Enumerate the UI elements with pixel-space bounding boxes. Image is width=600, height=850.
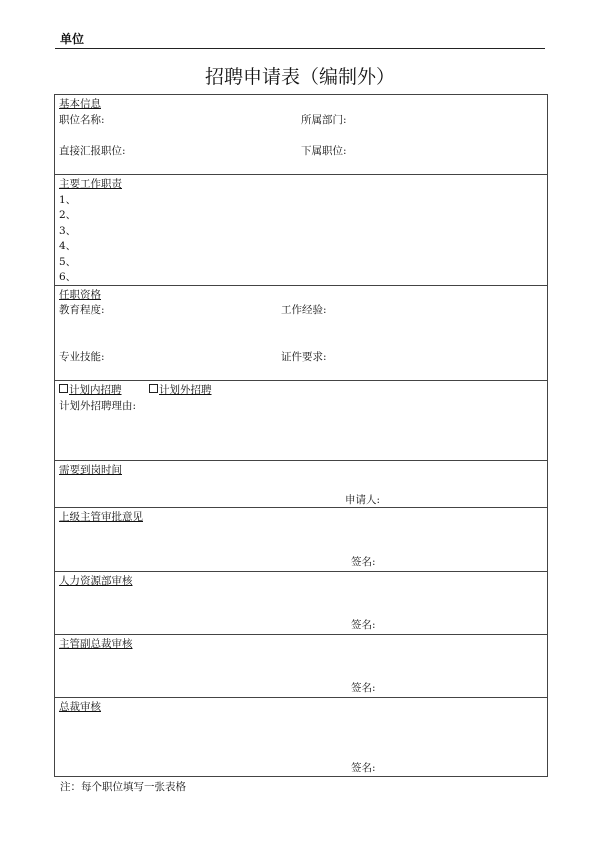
signature-field[interactable]: 签名: [351, 556, 376, 568]
duties-heading: 主要工作职责 [59, 178, 122, 190]
duty-item[interactable]: 1、 [59, 194, 77, 206]
department-field[interactable]: 所属部门: [301, 114, 347, 126]
position-name-field[interactable]: 职位名称: [59, 114, 105, 126]
section-plan [55, 380, 547, 460]
supervisor-approval-heading: 上级主管审批意见 [59, 511, 143, 523]
section-vp-review [55, 634, 547, 697]
vp-review-heading: 主管副总裁审核 [59, 638, 133, 650]
section-president-review [55, 697, 547, 776]
duty-item[interactable]: 3、 [59, 225, 77, 237]
page-title: 招聘申请表（编制外） [204, 66, 395, 88]
outside-plan-reason-field[interactable]: 计划外招聘理由: [59, 400, 137, 412]
experience-field[interactable]: 工作经验: [281, 304, 327, 316]
section-basic-info [55, 95, 547, 174]
outside-plan-label: 计划外招聘 [159, 384, 212, 396]
duty-item[interactable]: 6、 [59, 271, 77, 283]
qualifications-heading: 任职资格 [59, 289, 101, 301]
section-supervisor-approval [55, 507, 547, 571]
signature-field[interactable]: 签名: [351, 762, 376, 774]
duty-item[interactable]: 2、 [59, 209, 77, 221]
application-form [54, 94, 548, 777]
section-arrival [55, 460, 547, 507]
checkbox-icon[interactable] [149, 384, 158, 393]
signature-field[interactable]: 签名: [351, 682, 376, 694]
arrival-heading: 需要到岗时间 [59, 464, 122, 476]
subordinate-field[interactable]: 下属职位: [301, 145, 347, 157]
certificates-field[interactable]: 证件要求: [281, 351, 327, 363]
hr-review-heading: 人力资源部审核 [59, 575, 133, 587]
section-qualifications [55, 285, 547, 380]
duty-item[interactable]: 5、 [59, 256, 77, 268]
within-plan-option[interactable] [59, 384, 122, 396]
direct-report-field[interactable]: 直接汇报职位: [59, 145, 126, 157]
duty-item[interactable]: 4、 [59, 240, 77, 252]
within-plan-label: 计划内招聘 [69, 384, 122, 396]
footnote: 注：每个职位填写一张表格 [60, 781, 186, 793]
basic-info-heading: 基本信息 [59, 98, 101, 110]
education-field[interactable]: 教育程度: [59, 304, 105, 316]
header-rule [55, 48, 545, 49]
applicant-field[interactable]: 申请人: [345, 494, 381, 506]
section-hr-review [55, 571, 547, 634]
unit-label: 单位 [60, 32, 85, 46]
skills-field[interactable]: 专业技能: [59, 351, 105, 363]
checkbox-icon[interactable] [59, 384, 68, 393]
outside-plan-option[interactable] [149, 384, 212, 396]
president-review-heading: 总裁审核 [59, 701, 101, 713]
section-duties [55, 174, 547, 285]
signature-field[interactable]: 签名: [351, 619, 376, 631]
